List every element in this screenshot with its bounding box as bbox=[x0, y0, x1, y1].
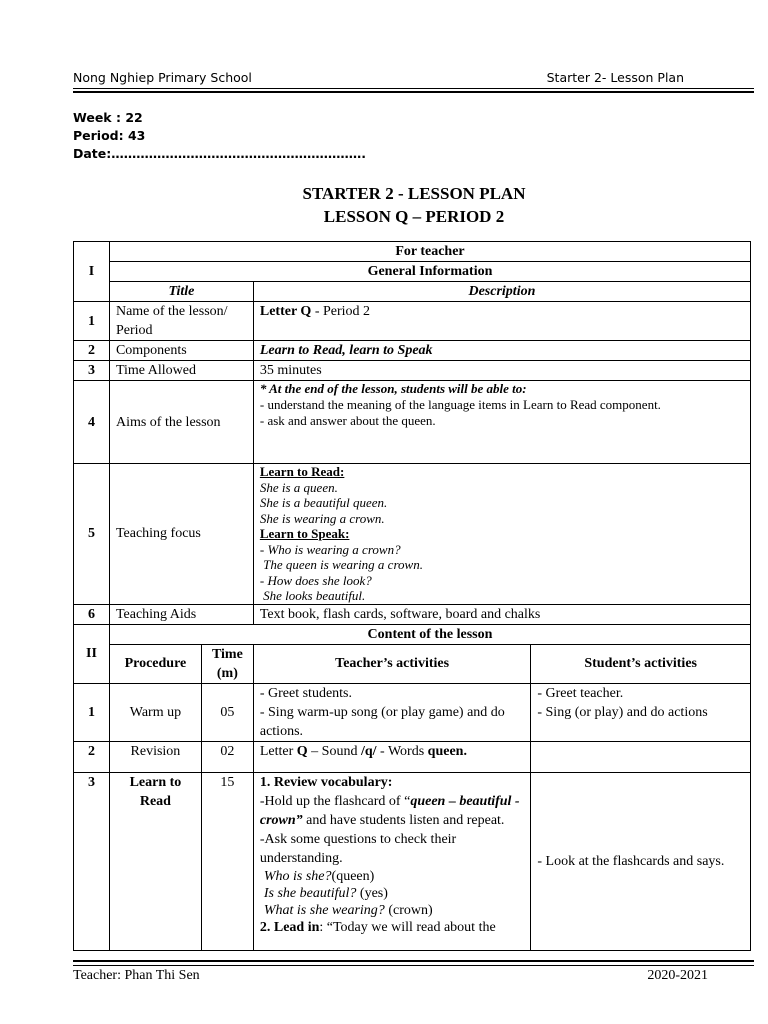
answer: (queen) bbox=[331, 868, 375, 884]
focus-sentence: She is a beautiful queen. bbox=[259, 495, 388, 510]
row-title: Components bbox=[109, 341, 253, 361]
row-number: 2 bbox=[74, 341, 110, 361]
student-activity bbox=[531, 772, 751, 950]
period-label: Period: 43 bbox=[73, 128, 146, 143]
school-year: 2020-2021 bbox=[647, 968, 708, 983]
row-description: Text book, flash cards, software, board and chalks bbox=[253, 604, 750, 624]
activity-line: - Greet teacher. bbox=[537, 685, 624, 701]
row-description bbox=[253, 381, 750, 464]
row-number: 3 bbox=[74, 361, 110, 381]
row-description: Learn to Read, learn to Speak bbox=[253, 341, 750, 361]
activity-line: - Sing warm-up song (or play game) and do actions. bbox=[259, 704, 505, 739]
activity-text: Letter bbox=[259, 743, 297, 759]
teacher-activities-header: Teacher’s activities bbox=[253, 644, 531, 683]
row-number: 5 bbox=[74, 464, 110, 605]
answer: (yes) bbox=[356, 885, 388, 901]
teacher-activity bbox=[253, 772, 531, 950]
lesson-period: - Period 2 bbox=[311, 304, 371, 319]
time-header-unit: (m) bbox=[216, 665, 238, 681]
student-activity bbox=[531, 741, 751, 772]
activity-word: queen. bbox=[427, 743, 467, 759]
row-description bbox=[253, 464, 750, 605]
aim-item: - ask and answer about the queen. bbox=[259, 413, 436, 428]
step-number: 1 bbox=[74, 683, 110, 741]
description-column-header: Description bbox=[253, 282, 750, 302]
time-column-header bbox=[201, 644, 253, 683]
step-number: 2 bbox=[74, 741, 110, 772]
step-time: 15 bbox=[201, 772, 253, 950]
student-activities-header: Student’s activities bbox=[531, 644, 751, 683]
content-heading: Content of the lesson bbox=[109, 624, 750, 644]
row-title: Aims of the lesson bbox=[109, 381, 253, 464]
step-time: 05 bbox=[201, 683, 253, 741]
step-procedure: Revision bbox=[109, 741, 201, 772]
time-header-text: Time bbox=[211, 646, 243, 662]
title-column-header: Title bbox=[109, 282, 253, 302]
page-subtitle: LESSON Q – PERIOD 2 bbox=[323, 207, 505, 226]
question-line bbox=[260, 902, 525, 919]
row-title: Teaching focus bbox=[109, 464, 253, 605]
activity-line: - Sing (or play) and do actions bbox=[537, 704, 708, 720]
activity-text: -Hold up the flashcard of “ bbox=[259, 793, 411, 809]
focus-sentence: - How does she look? bbox=[259, 572, 372, 588]
activity-line bbox=[260, 792, 525, 830]
answer: (crown) bbox=[384, 902, 433, 918]
step-procedure: Learn to Read bbox=[109, 772, 201, 950]
activity-words: queen – beautiful - crown” bbox=[259, 793, 520, 828]
row-description bbox=[253, 302, 750, 341]
school-name: Nong Nghiep Primary School bbox=[73, 70, 252, 85]
teacher-activity bbox=[253, 683, 531, 741]
row-number: 4 bbox=[74, 381, 110, 464]
question: Who is she? bbox=[263, 868, 332, 884]
focus-sentence: The queen is wearing a crown. bbox=[259, 557, 423, 572]
row-number: 1 bbox=[74, 302, 110, 341]
aims-heading: * At the end of the lesson, students will be able to: bbox=[259, 381, 527, 396]
date-label: Date:……………………………………………………. bbox=[73, 146, 367, 161]
lesson-name: Letter Q bbox=[259, 304, 312, 319]
row-title: Time Allowed bbox=[109, 361, 253, 381]
focus-sentence: - Who is wearing a crown? bbox=[259, 541, 401, 557]
activity-text: and have students listen and repeat. bbox=[302, 812, 505, 828]
activity-line: - Greet students. bbox=[259, 685, 353, 701]
activity-letter: Q bbox=[296, 743, 308, 759]
activity-text: – Sound bbox=[307, 743, 361, 759]
activity-text: - Words bbox=[376, 743, 428, 759]
week-label: Week : 22 bbox=[73, 110, 143, 125]
activity-heading: 1. Review vocabulary: bbox=[259, 774, 393, 790]
step-number: 3 bbox=[74, 772, 110, 950]
aim-item: - understand the meaning of the language items in Learn to Read component. bbox=[259, 397, 661, 412]
procedure-column-header: Procedure bbox=[109, 644, 201, 683]
lesson-meta bbox=[73, 109, 366, 163]
row-description: 35 minutes bbox=[253, 361, 750, 381]
activity-sound: /q/ bbox=[360, 743, 377, 759]
document-name: Starter 2- Lesson Plan bbox=[546, 70, 684, 85]
activity-line: - Look at the flashcards and says. bbox=[537, 853, 725, 869]
question-line bbox=[260, 868, 525, 885]
learn-to-speak-heading: Learn to Speak: bbox=[259, 526, 350, 541]
row-title: Name of the lesson/ Period bbox=[109, 302, 253, 341]
teacher-name: Teacher: Phan Thi Sen bbox=[73, 968, 200, 983]
focus-sentence: She is a queen. bbox=[259, 479, 338, 495]
focus-sentence: She looks beautiful. bbox=[259, 588, 366, 603]
row-number: 6 bbox=[74, 604, 110, 624]
lead-in-label: 2. Lead in bbox=[259, 919, 320, 935]
lead-in-line bbox=[260, 919, 525, 936]
question: What is she wearing? bbox=[263, 902, 385, 918]
question: Is she beautiful? bbox=[263, 885, 357, 901]
focus-sentence: She is wearing a crown. bbox=[259, 510, 385, 526]
section-number: II bbox=[74, 624, 110, 683]
footer-rule-thick bbox=[73, 960, 754, 962]
learn-to-read-heading: Learn to Read: bbox=[259, 464, 345, 479]
header-rule bbox=[73, 88, 754, 89]
teacher-activity bbox=[253, 741, 531, 772]
for-teacher-heading: For teacher bbox=[109, 242, 750, 262]
header-rule-thick bbox=[73, 91, 754, 93]
student-activity bbox=[531, 683, 751, 741]
lesson-plan-table bbox=[73, 241, 751, 951]
question-line bbox=[260, 885, 525, 902]
page-title: STARTER 2 - LESSON PLAN bbox=[302, 184, 526, 203]
lead-in-text: : “Today we will read about the bbox=[319, 919, 496, 935]
section-number: I bbox=[74, 242, 110, 302]
row-title: Teaching Aids bbox=[109, 604, 253, 624]
activity-line: -Ask some questions to check their understanding. bbox=[259, 831, 457, 866]
step-procedure: Warm up bbox=[109, 683, 201, 741]
general-info-heading: General Information bbox=[109, 262, 750, 282]
footer-rule bbox=[73, 965, 754, 966]
step-time: 02 bbox=[201, 741, 253, 772]
